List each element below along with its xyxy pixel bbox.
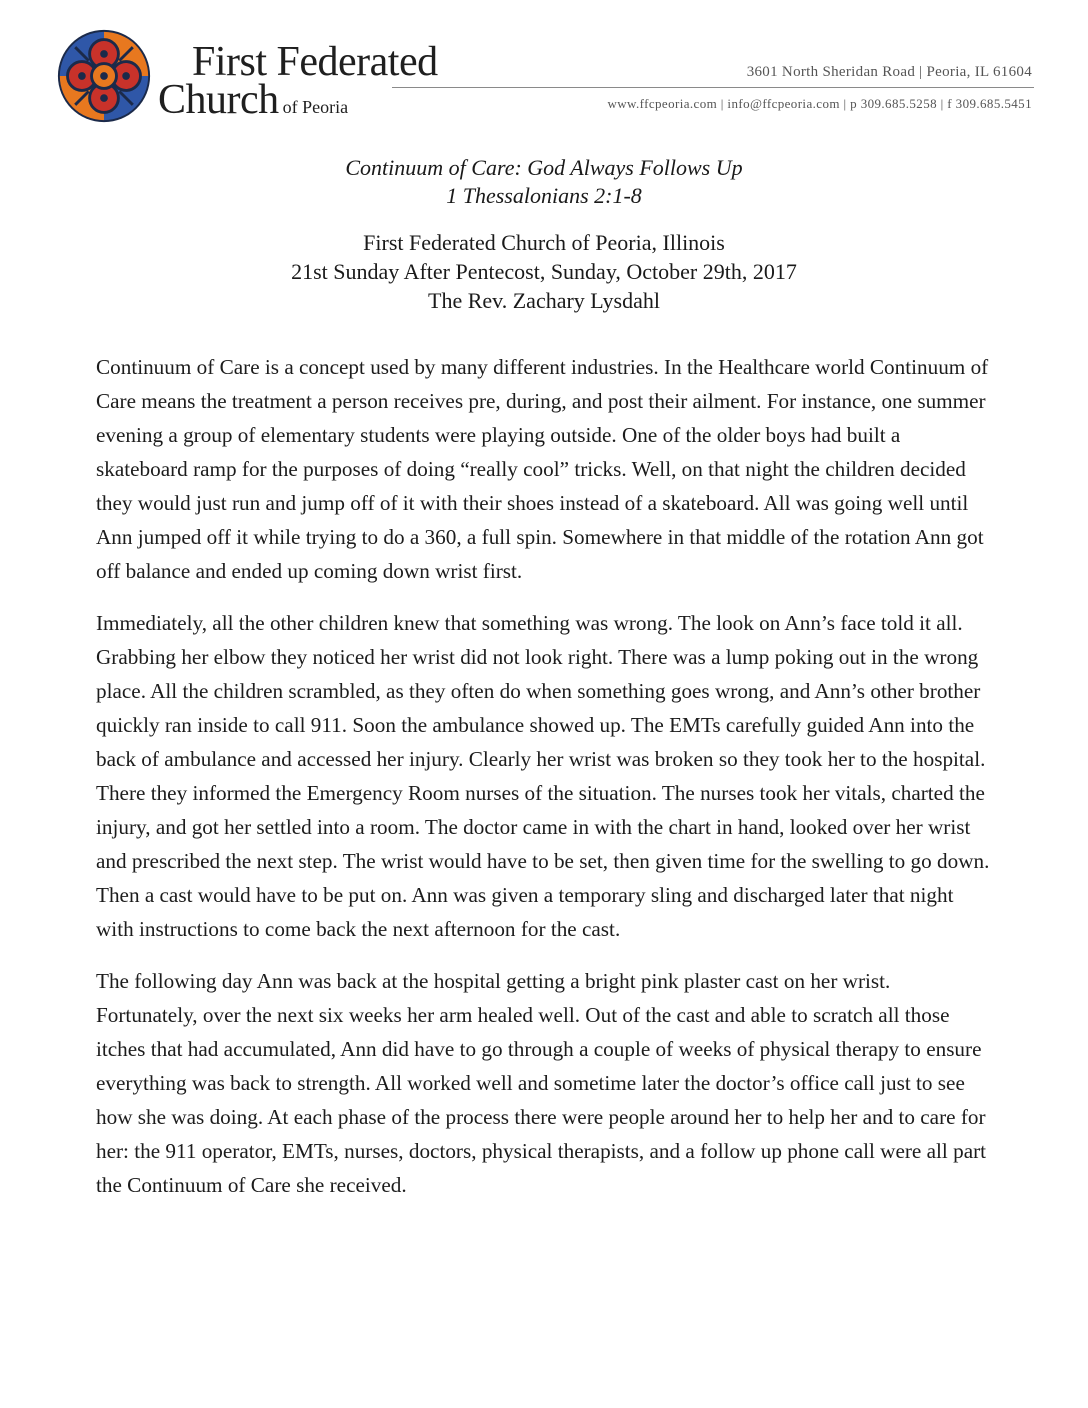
church-wordmark [158,39,438,127]
sermon-heading [0,154,1088,315]
sermon-scripture: 1 Thessalonians 2:1-8 [446,183,642,208]
sermon-meta [0,228,1088,315]
wordmark-line-1: First Federated [192,39,438,85]
sermon-title: Continuum of Care: God Always Follows Up [345,155,743,180]
sermon-church: First Federated Church of Peoria, Illinois [363,230,725,255]
church-address: 3601 North Sheridan Road | Peoria, IL 61604 [746,64,1032,80]
church-contact-info: www.ffcpeoria.com | info@ffcpeoria.com | p 309.685.5258 | f 309.685.5451 [607,96,1032,111]
sermon-date: 21st Sunday After Pentecost, Sunday, October 29th, 2017 [291,259,797,284]
wordmark-church: Church [158,77,279,123]
sermon-body [96,350,996,1220]
sermon-preacher: The Rev. Zachary Lysdahl [428,288,660,313]
church-logo-icon [56,28,152,124]
body-paragraph: Immediately, all the other children knew that something was wrong. The look on Ann’s face told it all. Grabbing her elbow they noticed her wrist did not look right. There was a lump poking out in the wrong place. All the children scrambled, as they often do when something goes wrong, and Ann’s other brother quickly ran inside to call 911. Soon the ambulance showed up. The EMTs carefully guided Ann into the back of ambulance and accessed her injury. Clearly her wrist was broken so they took her to the hospital. There they informed the Emergency Room nurses of the situation. The nurses took her vitals, charted the injury, and got her settled into a room. The doctor came in with the chart in hand, looked over her wrist and prescribed the next step. The wrist would have to be set, then given time for the swelling to go down. Then a cast would have to be put on. Ann was given a temporary sling and discharged later that night with instructions to come back the next afternoon for the cast. [96,611,990,941]
letterhead [0,0,1088,140]
letterhead-divider [392,87,1034,88]
wordmark-subtitle: of Peoria [282,97,349,117]
body-paragraph: The following day Ann was back at the hospital getting a bright pink plaster cast on her wrist. Fortunately, over the next six weeks her arm healed well. Out of the cast and able to scratch all those itches that had accumulated, Ann did have to go through a couple of weeks of physical therapy to ensure everything was back to strength. All worked well and sometime later the doctor’s office call just to see how she was doing. At each phase of the process there were people around her to help her and to care for her: the 911 operator, EMTs, nurses, doctors, physical therapists, and a follow up phone call were all part the Continuum of Care she received. [96,969,987,1197]
body-paragraph: Continuum of Care is a concept used by many different industries. In the Healthcare world Continuum of Care means the treatment a person receives pre, during, and post their ailment. For instance, one summer evening a group of elementary students were playing outside. One of the older boys had built a skateboard ramp for the purposes of doing “really cool” tricks. Well, on that night the children decided they would just run and jump off of it with their shoes instead of a skateboard. All was going well until Ann jumped off it while trying to do a 360, a full spin. Somewhere in that middle of the rotation Ann got off balance and ended up coming down wrist first. [96,355,989,583]
